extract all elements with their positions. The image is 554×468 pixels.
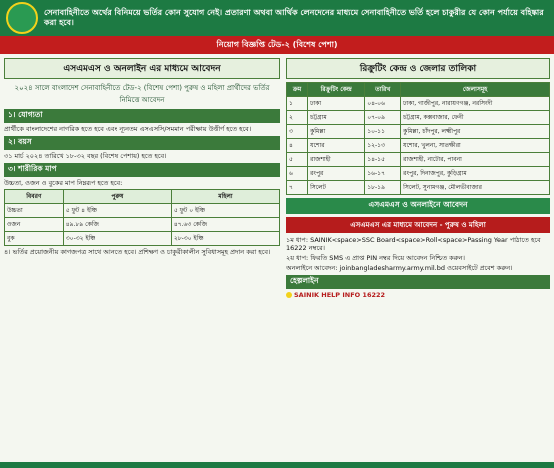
table-cell: ০৪-০৬ (365, 97, 401, 111)
table-header: বিবরণ (5, 190, 64, 204)
table-header: পুরুষ (63, 190, 171, 204)
table-row (287, 111, 550, 125)
table-cell: সিলেট (308, 181, 365, 195)
table-cell: উচ্চতা (5, 204, 64, 218)
table-header: মহিলা (171, 190, 279, 204)
left-column (4, 58, 280, 464)
district-title: রিক্রুটিং কেন্দ্র ও জেলার তালিকা (286, 58, 550, 79)
table-cell: রাজশাহী, নাটোর, পাবনা (401, 153, 550, 167)
phone-icon (286, 292, 292, 298)
table-cell: রাজশাহী (308, 153, 365, 167)
helpline-text: SAINIK HELP INFO 16222 (294, 291, 386, 299)
table-row (287, 139, 550, 153)
table-cell: ৫ (287, 153, 308, 167)
section-title-1: ১। যোগ্যতা (4, 109, 280, 123)
table-cell: ৫ ফুট ৪ ইঞ্চি (63, 204, 171, 218)
table-cell: চট্টগ্রাম, কক্সবাজার, ফেনী (401, 111, 550, 125)
sms-apply-bar: এসএমএস এর মাধ্যমে আবেদন - পুরুষ ও মহিলা (286, 217, 550, 233)
physical-standards-table (4, 189, 280, 246)
table-row (287, 167, 550, 181)
table-cell: ১০-১১ (365, 125, 401, 139)
table-cell: ১৪-১৫ (365, 153, 401, 167)
table-cell: ২৮-৩০ ইঞ্চি (171, 232, 279, 246)
table-header: তারিখ (365, 83, 401, 97)
table-cell: ০৭-০৯ (365, 111, 401, 125)
table-cell: ৭ (287, 181, 308, 195)
section-title-2: ২। বয়স (4, 136, 280, 150)
table-cell: ১২-১৩ (365, 139, 401, 153)
table-row (287, 153, 550, 167)
table-cell: ৩০-৩২ ইঞ্চি (63, 232, 171, 246)
table-cell: যশোর, খুলনা, সাতক্ষীরা (401, 139, 550, 153)
table-cell: বুক (5, 232, 64, 246)
district-table (286, 82, 550, 195)
online-apply-bar: এসএমএস ও অনলাইনে আবেদন (286, 198, 550, 214)
table-row (5, 218, 280, 232)
helpline-label: হেল্পলাইন (286, 275, 550, 289)
table-cell: ১৬-১৭ (365, 167, 401, 181)
table-cell: ৬ (287, 167, 308, 181)
section-body-1: প্রার্থীকে বাংলাদেশের নাগরিক হতে হবে এবং ন্যূনতম এসএসসি/সমমান পরীক্ষায় উত্তীর্ণ হতে হবে। (4, 125, 252, 133)
table-cell: ৫ ফুট ০ ইঞ্চি (171, 204, 279, 218)
helpline-number (286, 291, 550, 299)
table-cell: কুমিল্লা, চাঁদপুর, লক্ষ্মীপুর (401, 125, 550, 139)
top-banner (0, 0, 554, 36)
step-3: অনলাইনে আবেদন: joinbangladesharmy.army.mil.bd ওয়েবসাইটে প্রবেশ করুন। (286, 264, 513, 272)
table-cell: ৪৯.৮৯ কেজি (63, 218, 171, 232)
bottom-bar (0, 462, 554, 468)
table-cell: ৪৭.৬৩ কেজি (171, 218, 279, 232)
table-cell: কুমিল্লা (308, 125, 365, 139)
banner-text: সেনাবাহিনীতে অর্থের বিনিময়ে ভর্তির কোন সুযোগ নেই। প্রতারণা অথবা আর্থিক লেনদেনের মাধ্যমে সেনাবাহিনীতে ভর্তি হলে চাকুরীর যে কোন পর্যায়ে বহিষ্কার করা হবে। (44, 8, 544, 27)
table-cell: ২ (287, 111, 308, 125)
army-logo (6, 2, 38, 34)
section-body-2: ৩১ মার্চ ২০২৪ তারিখে ১৮-৩২ বছর (বিশেষ পেশায়) হতে হবে। (4, 152, 167, 160)
table-cell: ওজন (5, 218, 64, 232)
table-cell: রংপুর (308, 167, 365, 181)
table-cell: রংপুর, দিনাজপুর, কুড়িগ্রাম (401, 167, 550, 181)
table-cell: ১ (287, 97, 308, 111)
table-cell: ঢাকা, গাজীপুর, নারায়ণগঞ্জ, নরসিংদী (401, 97, 550, 111)
notice-title-bar: নিয়োগ বিজ্ঞপ্তি টেড-২ (বিশেষ পেশা) (0, 36, 554, 54)
table-row (287, 181, 550, 195)
step-1: ১ম ধাপ: SAINIK<space>SSC Board<space>Roll<space>Passing Year পাঠাতে হবে 16222 নম্বরে। (286, 236, 541, 252)
headline: এসএমএস ও অনলাইন এর মাধ্যমে আবেদন (4, 58, 280, 79)
section-body-3: উচ্চতা, ওজন ও বুকের মাপ নিম্নরূপ হতে হবে: (4, 179, 123, 187)
subline: ২০২৪ সালে বাংলাদেশ সেনাবাহিনীতে টেড-২ (বিশেষ পেশা) পুরুষ ও মহিলা প্রার্থীদের ভর্তির নিমিত্তে আবেদন (14, 84, 270, 104)
footnote: ৪। ভর্তির প্রয়োজনীয় কাগজপত্র সাথে আনতে হবে। প্রশিক্ষণ ও চাকুরীকালীন সুবিধাসমূহ প্রদান করা হবে। (4, 248, 271, 256)
table-header: রিক্রুটিং কেন্দ্র (308, 83, 365, 97)
table-cell: ঢাকা (308, 97, 365, 111)
table-header: ক্রম (287, 83, 308, 97)
table-row (5, 204, 280, 218)
table-cell: ৩ (287, 125, 308, 139)
table-row (287, 125, 550, 139)
table-header: জেলাসমূহ (401, 83, 550, 97)
step-2: ২য় ধাপ: ফিরতি SMS এ প্রাপ্ত PIN নম্বর দিয়ে আবেদন নিশ্চিত করুন। (286, 254, 465, 262)
table-cell: ১৮-১৯ (365, 181, 401, 195)
table-row (287, 97, 550, 111)
section-title-3: ৩। শারীরিক মাপ (4, 163, 280, 177)
right-column (286, 58, 550, 464)
table-cell: সিলেট, সুনামগঞ্জ, মৌলভীবাজার (401, 181, 550, 195)
table-cell: ৪ (287, 139, 308, 153)
table-row (5, 232, 280, 246)
table-cell: যশোর (308, 139, 365, 153)
table-cell: চট্টগ্রাম (308, 111, 365, 125)
